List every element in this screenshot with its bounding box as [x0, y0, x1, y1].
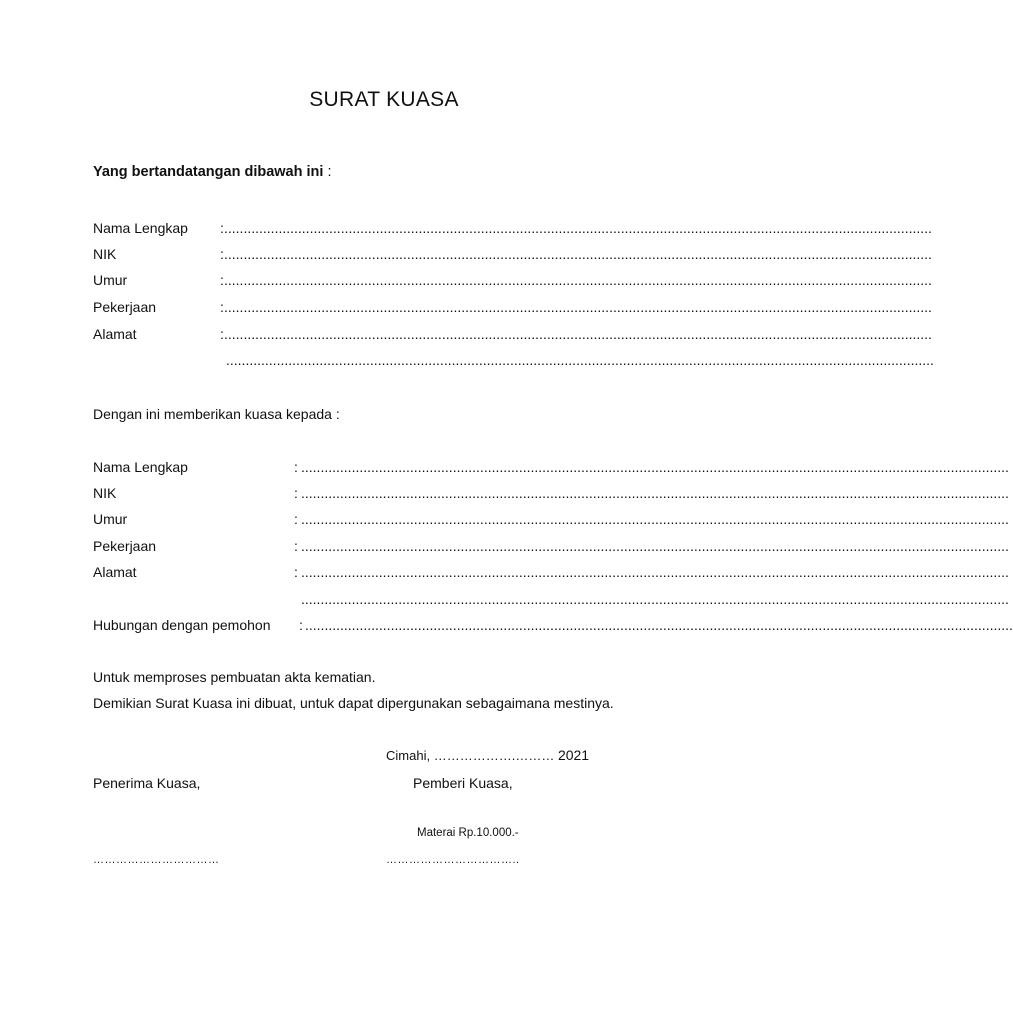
- place-date: [386, 748, 589, 762]
- field-colon: :: [220, 299, 224, 315]
- grantor-field-occupation: [93, 299, 932, 317]
- date-year: 2021: [557, 747, 590, 763]
- stamp-duty-note: Materai Rp.10.000.-: [417, 827, 519, 839]
- grantee-field-address-cont: [93, 591, 1009, 609]
- fill-in-line: ......................................................................................................................................................................................: [224, 326, 932, 342]
- field-colon: :: [220, 220, 224, 236]
- fill-in-line: ......................................................................................................................................................................................: [224, 246, 932, 262]
- intro-label: Yang bertandatangan dibawah ini: [93, 164, 324, 180]
- date-fill-in: ……………….………: [433, 748, 555, 763]
- grantee-field-occupation: [93, 538, 1009, 556]
- field-colon: :: [299, 617, 303, 633]
- intro-text: [93, 165, 331, 180]
- field-colon: :: [294, 485, 298, 501]
- grantee-field-nik: [93, 485, 1009, 503]
- grantee-field-name: [93, 459, 1009, 477]
- grantor-field-address: [93, 326, 932, 344]
- field-label: Umur: [93, 511, 128, 527]
- fill-in-line: ......................................................................................................................................................................................: [301, 591, 1009, 607]
- receiver-signature-line: ……………………………: [93, 854, 220, 866]
- field-label: NIK: [93, 246, 117, 262]
- fill-in-line: ......................................................................................................................................................................................: [224, 272, 932, 288]
- field-colon: :: [294, 564, 298, 580]
- field-colon: :: [294, 511, 298, 527]
- field-label: Umur: [93, 272, 128, 288]
- intro-colon: :: [327, 164, 332, 180]
- closing-statement: Demikian Surat Kuasa ini dibuat, untuk dapat dipergunakan sebagaimana mestinya.: [93, 695, 614, 711]
- grantor-field-nik: [93, 246, 932, 264]
- grantee-field-age: [93, 511, 1009, 529]
- field-colon: :: [220, 326, 224, 342]
- fill-in-line: ......................................................................................................................................................................................: [301, 459, 1009, 475]
- receiver-label: Penerima Kuasa,: [93, 775, 201, 791]
- place-name: Cimahi,: [386, 748, 431, 763]
- field-label: Nama Lengkap: [93, 220, 188, 236]
- field-label: Alamat: [93, 326, 137, 342]
- grantee-field-address: [93, 564, 1009, 582]
- fill-in-line: ......................................................................................................................................................................................: [301, 485, 1009, 501]
- fill-in-line: ......................................................................................................................................................................................: [301, 511, 1009, 527]
- purpose-statement: Untuk memproses pembuatan akta kematian.: [93, 669, 376, 685]
- fill-in-line: ......................................................................................................................................................................................: [305, 617, 1013, 633]
- field-label: NIK: [93, 485, 117, 501]
- fill-in-line: ......................................................................................................................................................................................: [224, 299, 932, 315]
- grantor-field-name: [93, 220, 932, 238]
- field-label: Alamat: [93, 564, 137, 580]
- field-label: Nama Lengkap: [93, 459, 188, 475]
- fill-in-line: ......................................................................................................................................................................................: [301, 564, 1009, 580]
- field-colon: :: [294, 459, 298, 475]
- field-colon: :: [220, 246, 224, 262]
- fill-in-line: ......................................................................................................................................................................................: [224, 220, 932, 236]
- field-label: Pekerjaan: [93, 538, 157, 554]
- field-label: Pekerjaan: [93, 299, 157, 315]
- document-title: SURAT KUASA: [309, 88, 459, 111]
- giver-signature-line: ……………………………..: [386, 854, 520, 866]
- transfer-statement: Dengan ini memberikan kuasa kepada :: [93, 406, 340, 422]
- fill-in-line: ......................................................................................................................................................................................: [226, 352, 934, 368]
- giver-label: Pemberi Kuasa,: [413, 775, 513, 791]
- field-colon: :: [220, 272, 224, 288]
- grantor-field-address-cont: [93, 352, 934, 370]
- fill-in-line: ......................................................................................................................................................................................: [301, 538, 1009, 554]
- field-colon: :: [294, 538, 298, 554]
- grantor-field-age: [93, 272, 932, 290]
- field-label: Hubungan dengan pemohon: [93, 617, 271, 633]
- grantee-field-relationship: [93, 617, 1013, 635]
